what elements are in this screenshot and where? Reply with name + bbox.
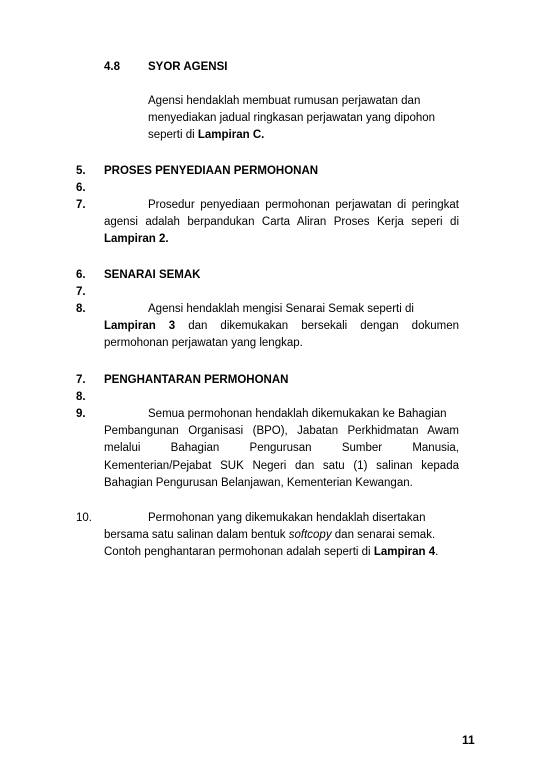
softcopy-term: softcopy bbox=[288, 529, 332, 542]
list-number: 6. bbox=[76, 269, 86, 281]
list-number: 5. bbox=[76, 165, 86, 177]
paragraph-line: menyediakan jadual ringkasan perjawatan yang dipohon bbox=[148, 112, 436, 125]
paragraph-line: Prosedur penyediaan permohonan perjawatan di peringkat bbox=[148, 199, 459, 211]
list-number: 7. bbox=[76, 286, 86, 298]
paragraph-text: seperti di bbox=[148, 129, 198, 142]
section-senarai-paragraph bbox=[104, 301, 459, 353]
paragraph-line: bersama satu salinan dalam bentuk softcopy dan senarai semak. bbox=[104, 529, 436, 542]
section-title-senarai-semak: SENARAI SEMAK bbox=[104, 269, 201, 281]
lampiran-c-reference: Lampiran C. bbox=[197, 129, 265, 142]
section-proses-paragraph bbox=[104, 197, 459, 249]
page-number: 11 bbox=[462, 733, 475, 747]
list-number: 7. bbox=[76, 374, 86, 386]
lampiran-4-reference: Lampiran 4 bbox=[373, 546, 436, 559]
list-number: 8. bbox=[76, 303, 86, 315]
paragraph-line: Pembangunan Organisasi (BPO), Jabatan Perkhidmatan Awam bbox=[104, 425, 459, 438]
section-penghantaran-paragraph bbox=[104, 406, 459, 492]
paragraph-line: Agensi hendaklah membuat rumusan perjawatan dan bbox=[148, 95, 421, 107]
paragraph-line: Lampiran 3 dan dikemukakan bersekali dengan dokumen bbox=[104, 320, 459, 333]
paragraph-line: Agensi hendaklah mengisi Senarai Semak seperti di bbox=[148, 303, 414, 315]
list-number: 6. bbox=[76, 182, 86, 194]
paragraph-line: Permohonan yang dikemukakan hendaklah disertakan bbox=[148, 512, 426, 524]
paragraph-line: agensi adalah berpandukan Carta Aliran Proses Kerja seperi di bbox=[104, 216, 459, 229]
list-number: 9. bbox=[76, 408, 86, 420]
paragraph-line: permohonan perjawatan yang lengkap. bbox=[104, 337, 303, 350]
list-number: 8. bbox=[76, 391, 86, 403]
paragraph-line: Semua permohonan hendaklah dikemukakan ke Bahagian bbox=[148, 408, 447, 420]
lampiran-2-reference: Lampiran 2. bbox=[104, 233, 169, 246]
section-title-penghantaran: PENGHANTARAN PERMOHONAN bbox=[104, 374, 289, 386]
lampiran-3-reference: Lampiran 3 bbox=[104, 320, 176, 333]
section-title-syor-agensi: SYOR AGENSI bbox=[148, 61, 228, 73]
paragraph-line: Kementerian/Pejabat SUK Negeri dan satu (1) salinan kepada bbox=[104, 459, 459, 472]
paragraph-line: melalui Bahagian Pengurusan Sumber Manusia, bbox=[104, 442, 459, 455]
paragraph-line: Bahagian Pengurusan Belanjawan, Kementerian Kewangan. bbox=[104, 476, 413, 489]
section-10-paragraph bbox=[104, 510, 464, 562]
section-title-proses: PROSES PENYEDIAAN PERMOHONAN bbox=[104, 165, 319, 177]
section-4-8-paragraph bbox=[148, 93, 468, 145]
list-number: 10. bbox=[76, 512, 92, 524]
list-number: 7. bbox=[76, 199, 86, 211]
section-number-4-8: 4.8 bbox=[104, 61, 120, 73]
paragraph-line bbox=[148, 127, 468, 144]
paragraph-line: Contoh penghantaran permohonan adalah seperti di Lampiran 4. bbox=[104, 546, 439, 559]
